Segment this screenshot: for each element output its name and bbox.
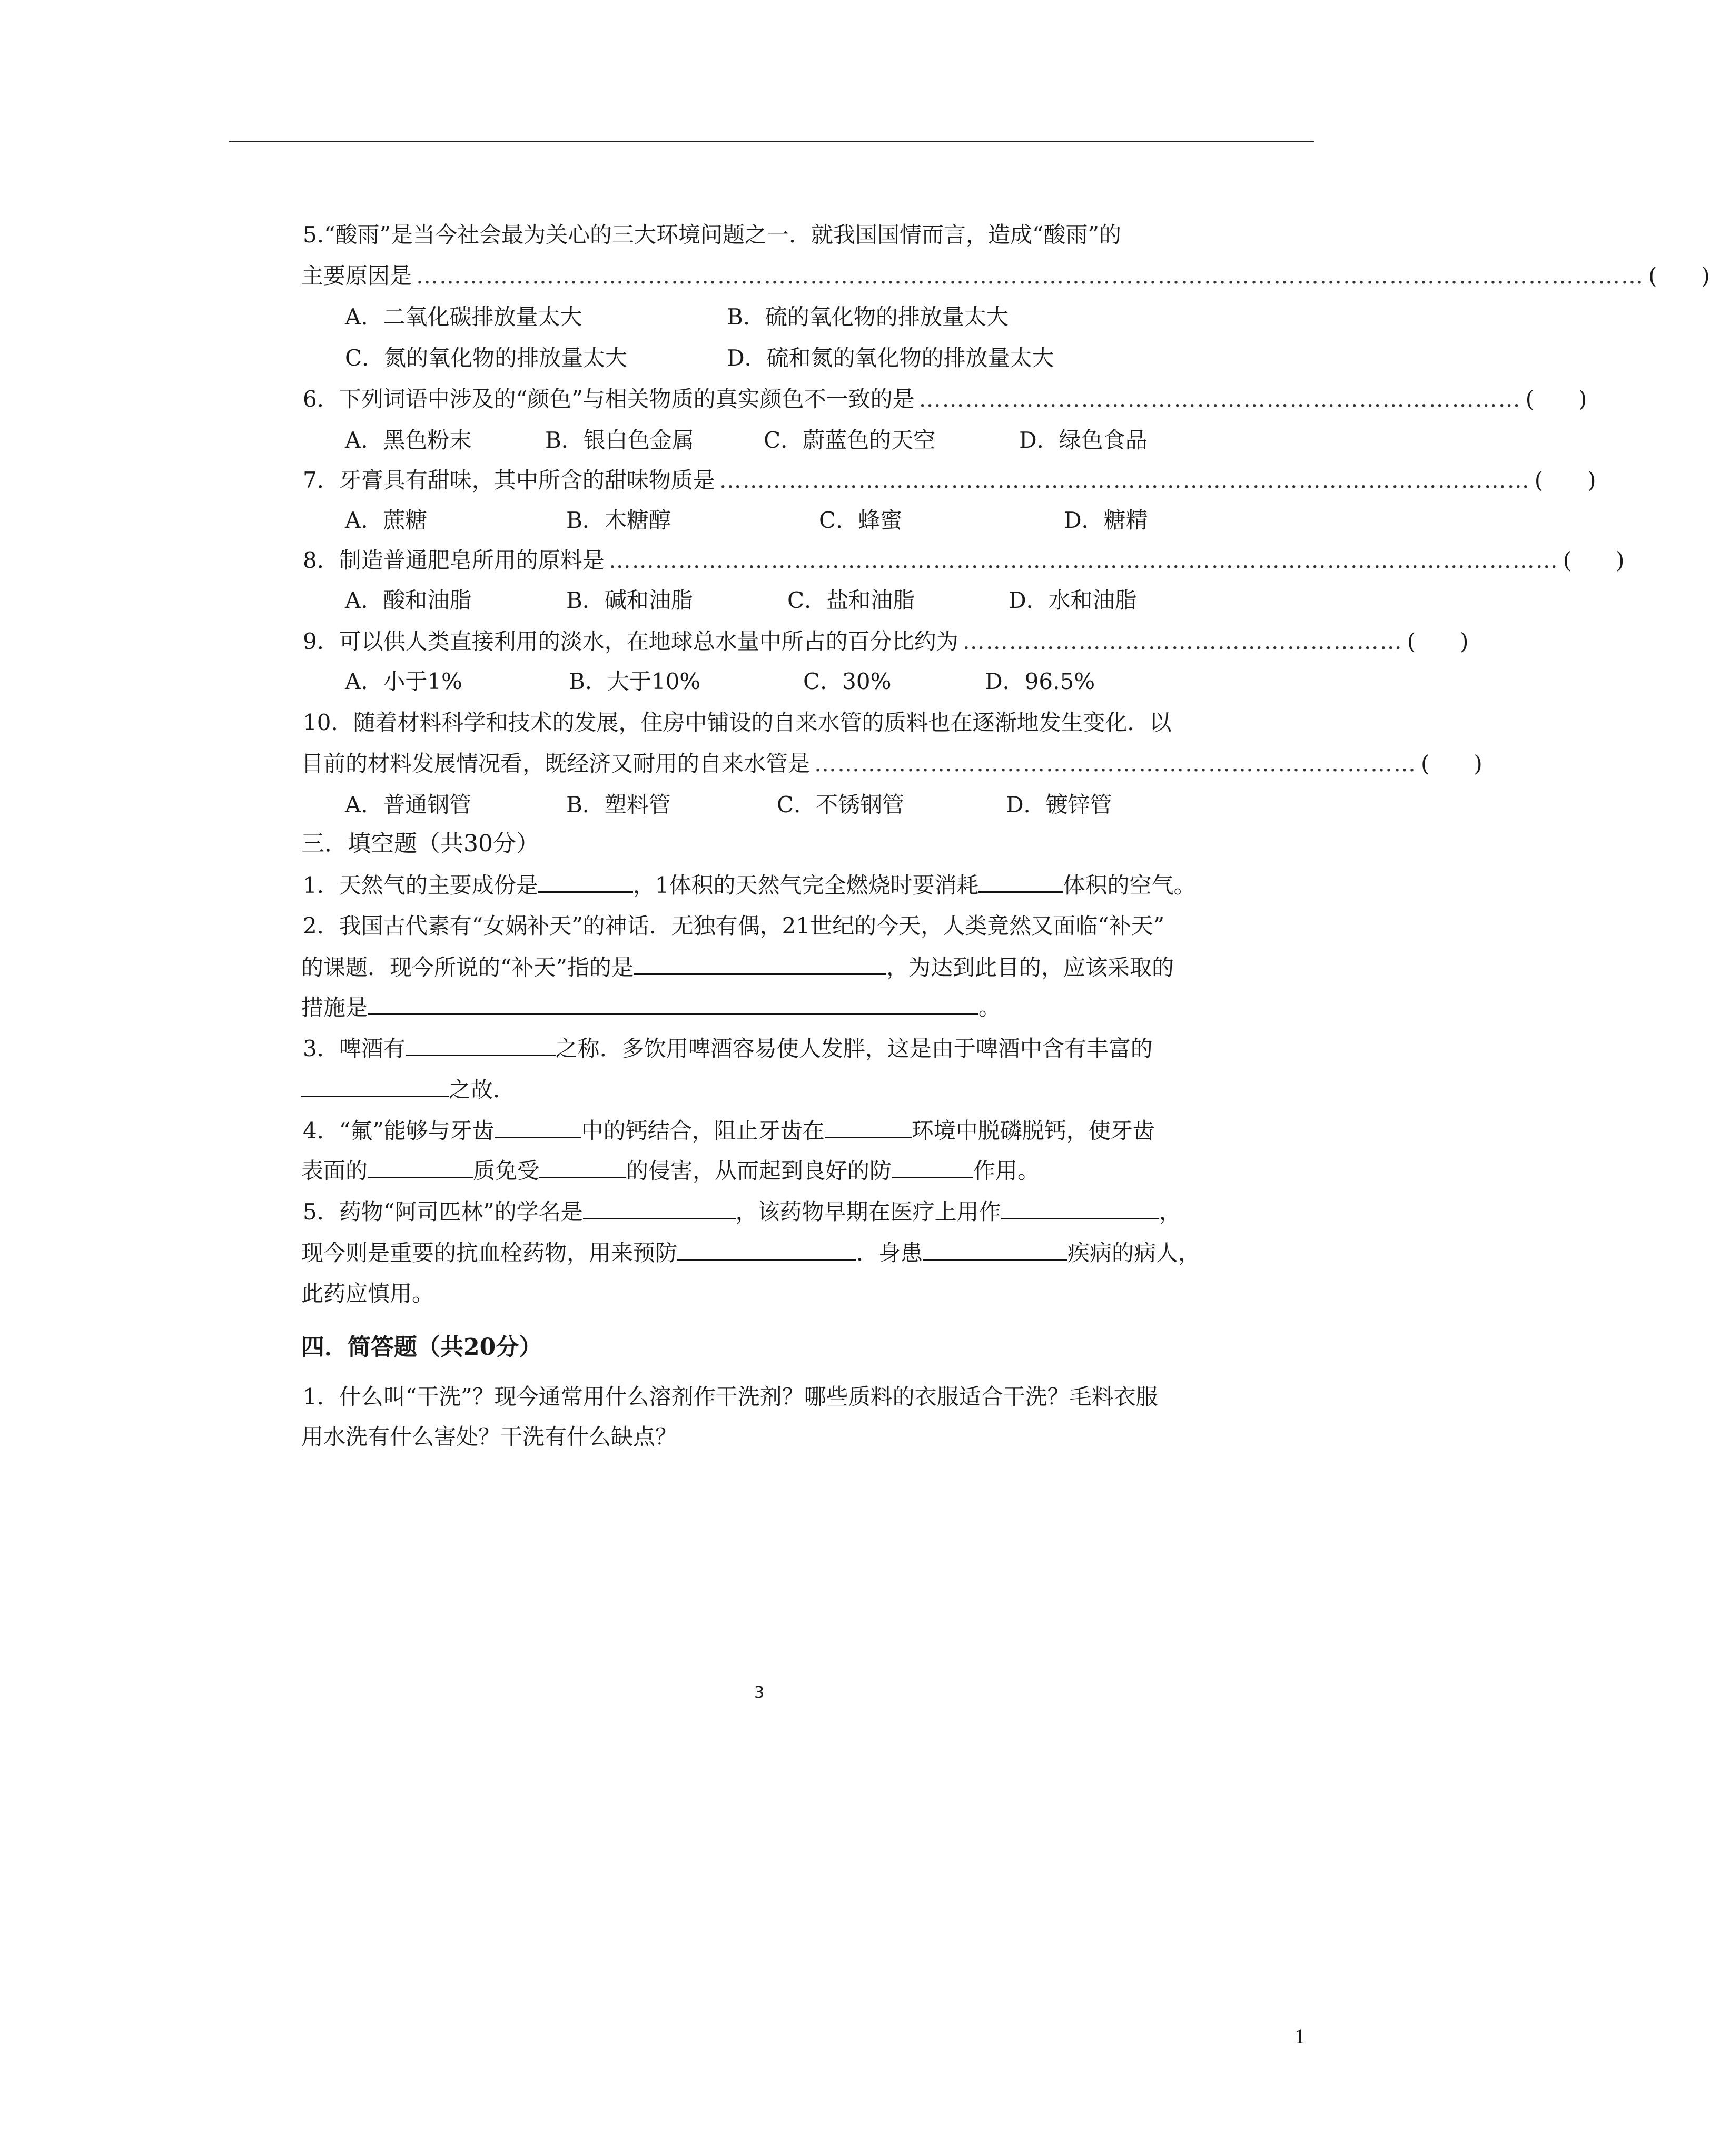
q7-option-b: B．木糖醇	[566, 507, 671, 533]
answer-paren: ( )	[1525, 386, 1587, 412]
fill-q2-text-c: 措施是	[301, 995, 368, 1020]
q6-stem-text: 6．下列词语中涉及的“颜色”与相关物质的真实颜色不一致的是	[303, 386, 915, 412]
q9-stem	[303, 627, 1469, 656]
fill-q5-line3: 此药应慎用。	[301, 1281, 434, 1306]
answer-blank[interactable]	[368, 992, 978, 1015]
fill-q3-line2	[301, 1075, 1223, 1105]
q7-option-c: C．蜂蜜	[819, 507, 903, 533]
fill-q5-text-f: 疾病的病人，	[1067, 1240, 1201, 1266]
q5-option-c: C．氮的氧化物的排放量太大	[345, 345, 628, 371]
fill-q2-text-a: 的课题．现今所说的“补天”指的是	[301, 954, 634, 980]
q10-option-a: A．普通钢管	[345, 792, 472, 818]
answer-blank[interactable]	[825, 1116, 912, 1138]
fill-q4-text-g: 作用。	[973, 1158, 1040, 1184]
answer-blank[interactable]	[1001, 1197, 1159, 1219]
fill-q4-text-a: 4．“氟”能够与牙齿	[303, 1118, 495, 1144]
fill-q5-text-a: 5．药物“阿司匹林”的学名是	[303, 1199, 583, 1225]
q10-option-c: C．不锈钢管	[777, 792, 905, 818]
fill-q2-line1: 2．我国古代素有“女娲补天”的神话．无独有偶，21世纪的今天，人类竟然又面临“补天”	[303, 913, 1165, 939]
answer-paren: ( )	[1534, 467, 1596, 493]
q8-option-c: C．盐和油脂	[787, 587, 915, 613]
q8-option-a: A．酸和油脂	[345, 587, 472, 613]
q9-stem-text: 9．可以供人类直接利用的淡水，在地球总水量中所占的百分比约为	[303, 628, 958, 654]
leader-dots: ……………………………………………………………………	[918, 386, 1521, 412]
q7-option-a: A．蔗糖	[345, 507, 428, 533]
leader-dots: ……………………………………………………………………………………………	[719, 467, 1530, 493]
fill-q4-line1	[303, 1116, 1224, 1146]
fill-q5-text-c: ，	[1159, 1199, 1181, 1225]
q6-option-a: A．黑色粉末	[345, 427, 472, 453]
answer-blank[interactable]	[368, 1156, 473, 1178]
answer-blank[interactable]	[495, 1116, 581, 1138]
q9-option-a: A．小于1%	[345, 668, 462, 694]
q10-stem-line1: 10．随着材料科学和技术的发展，住房中铺设的自来水管的质料也在逐渐地发生变化．以	[303, 710, 1172, 735]
fill-q1-text-a: 1．天然气的主要成份是	[303, 872, 538, 898]
fill-q4-text-c: 环境中脱磷脱钙，使牙齿	[911, 1118, 1155, 1144]
q10-stem-line2	[301, 749, 1482, 779]
header-rule	[229, 141, 1314, 142]
answer-blank[interactable]	[406, 1033, 556, 1056]
answer-blank[interactable]	[538, 870, 633, 893]
q5-stem-text: 主要原因是	[301, 263, 412, 289]
q5-option-d: D．硫和氮的氧化物的排放量太大	[727, 345, 1054, 371]
fill-q5-line1	[303, 1197, 1224, 1227]
q6-option-b: B．银白色金属	[545, 427, 694, 453]
fill-q3-text-a: 3．啤酒有	[303, 1036, 406, 1061]
answer-blank[interactable]	[634, 952, 886, 975]
fill-q5-text-b: ，该药物早期在医疗上用作	[735, 1199, 1001, 1225]
fill-q1-text-b: ，1体积的天然气完全燃烧时要消耗	[632, 872, 979, 898]
q8-option-d: D．水和油脂	[1009, 587, 1137, 613]
fill-q3-text-c: 之故．	[449, 1077, 516, 1102]
answer-blank[interactable]	[539, 1156, 626, 1178]
q8-stem-text: 8．制造普通肥皂所用的原料是	[303, 547, 605, 573]
q6-stem	[303, 385, 1587, 414]
fill-q4-text-f: 的侵害，从而起到良好的防	[626, 1158, 892, 1184]
short-q1-line2: 用水洗有什么害处？干洗有什么缺点？	[301, 1424, 678, 1450]
outer-page-number: 1	[1294, 2024, 1305, 2048]
fill-q4-text-d: 表面的	[301, 1158, 368, 1184]
q9-option-c: C．30%	[803, 668, 892, 694]
q8-stem	[303, 546, 1625, 575]
fill-q2-text-b: ，为达到此目的，应该采取的	[886, 954, 1174, 980]
q9-option-d: D．96.5%	[985, 668, 1095, 694]
answer-paren: ( )	[1421, 751, 1482, 776]
q7-stem	[303, 466, 1596, 495]
q9-option-b: B．大于10%	[569, 668, 701, 694]
q5-stem-line1: 5.“酸雨”是当今社会最为关心的三大环境问题之一．就我国国情而言，造成“酸雨”的	[303, 222, 1121, 248]
q5-option-b: B．硫的氧化物的排放量太大	[727, 304, 1009, 330]
answer-blank[interactable]	[301, 1075, 449, 1097]
section-title-fill-in: 三．填空题（共30分）	[301, 830, 539, 857]
answer-blank[interactable]	[583, 1197, 736, 1219]
q7-option-d: D．糖精	[1064, 507, 1148, 533]
fill-q5-text-e: ．身患	[856, 1240, 923, 1266]
inner-page-number: 3	[754, 1684, 765, 1702]
q10-stem-text: 目前的材料发展情况看，既经济又耐用的自来水管是	[301, 751, 810, 776]
q10-option-d: D．镀锌管	[1006, 792, 1112, 818]
section-title-short-answer: 四．简答题（共20分）	[301, 1334, 542, 1361]
q10-option-b: B．塑料管	[566, 792, 671, 818]
answer-paren: ( )	[1648, 263, 1710, 289]
leader-dots: …………………………………………………	[962, 628, 1403, 654]
answer-paren: ( )	[1407, 628, 1469, 654]
fill-q2-text-d: 。	[978, 995, 1001, 1020]
fill-q2-line2	[301, 952, 1223, 982]
answer-paren: ( )	[1563, 547, 1625, 573]
answer-blank[interactable]	[892, 1156, 973, 1178]
q5-option-a: A．二氧化碳排放量太大	[345, 304, 582, 330]
fill-q5-text-d: 现今则是重要的抗血栓药物，用来预防	[301, 1240, 678, 1266]
answer-blank[interactable]	[677, 1238, 856, 1261]
fill-q1	[303, 870, 1224, 900]
q8-option-b: B．碱和油脂	[566, 587, 693, 613]
leader-dots: ……………………………………………………………………………………………………………………………………………	[416, 263, 1645, 289]
q6-option-d: D．绿色食品	[1019, 427, 1148, 453]
fill-q2-line3	[301, 992, 1223, 1022]
fill-q5-line2	[301, 1238, 1223, 1268]
answer-blank[interactable]	[923, 1238, 1067, 1261]
fill-q1-text-c: 体积的空气。	[1063, 872, 1196, 898]
fill-q4-text-e: 质免受	[473, 1158, 540, 1184]
answer-blank[interactable]	[978, 870, 1063, 893]
leader-dots: ……………………………………………………………………………………………………………	[608, 547, 1559, 573]
short-q1-line1: 1．什么叫“干洗”？现今通常用什么溶剂作干洗剂？哪些质料的衣服适合干洗？毛料衣服	[303, 1384, 1158, 1410]
leader-dots: ……………………………………………………………………	[814, 751, 1417, 776]
fill-q4-text-b: 中的钙结合，阻止牙齿在	[581, 1118, 825, 1144]
fill-q3-line1	[303, 1033, 1224, 1064]
q6-option-c: C．蔚蓝色的天空	[764, 427, 936, 453]
q7-stem-text: 7．牙膏具有甜味，其中所含的甜味物质是	[303, 467, 715, 493]
fill-q3-text-b: 之称．多饮用啤酒容易使人发胖，这是由于啤酒中含有丰富的	[555, 1036, 1153, 1061]
fill-q4-line2	[301, 1156, 1223, 1186]
q5-stem-line2	[301, 261, 1710, 291]
